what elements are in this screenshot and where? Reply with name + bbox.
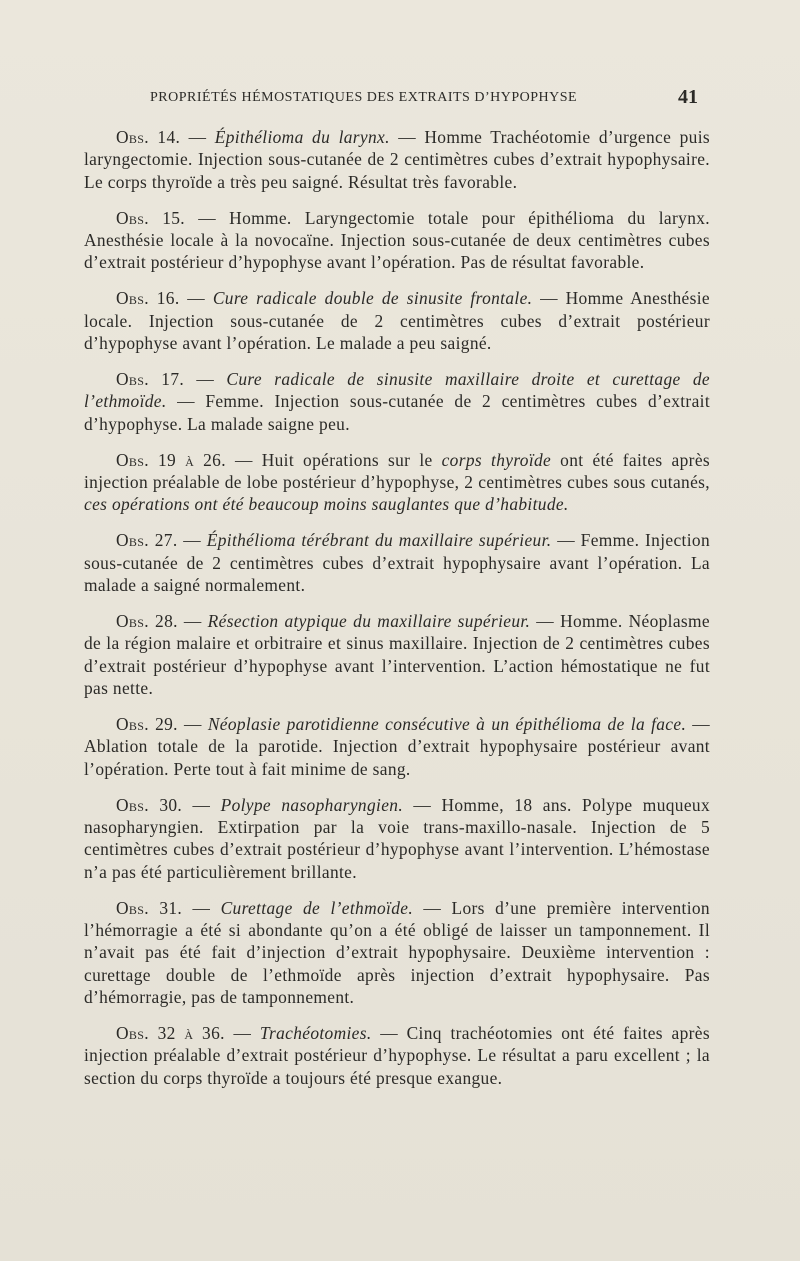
observation-separator: —: [177, 530, 207, 551]
observation-text: — Homme Trachéotomie d’urgence puis laryngectomie. Injection sous-cutanée de 2 centimètres cubes d’extrait hypophysaire. Le corps thyroïde a très peu saigné. Résultat très favorable.: [84, 127, 710, 192]
observation-separator: —: [224, 1023, 260, 1044]
observation-label: Obs. 30.: [116, 794, 183, 815]
observation-label: Obs. 14.: [116, 127, 181, 147]
observation-separator: —: [179, 288, 213, 309]
observation-text: — Ablation totale de la parotide. Injection d’extrait hypophysaire postérieur avant l’opération. Perte tout à fait minime de sang.: [84, 714, 710, 779]
observation-label: Obs. 19 à 26.: [116, 449, 226, 470]
observation-separator: —: [225, 449, 262, 470]
observation-title: Épithélioma du larynx.: [214, 127, 390, 147]
observation-separator: —: [182, 794, 221, 815]
observation-label: Obs. 17.: [116, 369, 185, 390]
observation-text: — Homme, 18 ans. Polype muqueux nasopharyngien. Extirpation par la voie trans-maxillo-nasale. Injection de 5 centimètres cubes d’extrait postérieur d’hypophyse avant l’intervention. L’hémostase n’a pas été particulièrement brillante.: [84, 794, 710, 882]
observation-emphasis: corps thyroïde: [441, 449, 552, 470]
observation-title: Épithélioma térébrant du maxillaire supérieur.: [206, 530, 552, 551]
observation-label: Obs. 31.: [116, 897, 183, 918]
observation-title: Trachéotomies.: [259, 1023, 372, 1044]
observation-title: Néoplasie parotidienne consécutive à un épithélioma de la face.: [207, 714, 687, 735]
observation-text: — Homme Anesthésie locale. Injection sous-cutanée de 2 centimètres cubes d’extrait postérieur d’hypophyse avant l’opération. Le malade a peu saigné.: [84, 288, 710, 353]
observation-title: Curettage de l’ethmoïde.: [220, 897, 414, 918]
page-number: 41: [678, 86, 698, 108]
observation-27: [84, 529, 710, 596]
observation-label: Obs. 16.: [116, 288, 180, 309]
observation-text: — Homme. Néoplasme de la région malaire et orbitraire et sinus maxillaire. Injection de 2 centimètres cubes d’extrait postérieur d’hypophyse avant l’intervention. L’action hémostatique ne fut pas nette.: [84, 611, 710, 699]
observation-title: Cure radicale double de sinusite frontale.: [212, 288, 533, 309]
observation-separator: —: [184, 369, 227, 390]
observation-15: [84, 207, 710, 274]
observation-separator: —: [177, 714, 208, 735]
observation-separator: —: [182, 897, 221, 918]
observation-title: Résection atypique du maxillaire supérieur.: [207, 611, 531, 632]
observation-label: Obs. 15.: [116, 207, 185, 228]
observation-title: Polype nasopharyngien.: [220, 794, 404, 815]
observation-label: Obs. 32 à 36.: [116, 1023, 225, 1044]
observation-29: [84, 713, 710, 780]
observation-32-36: [84, 1022, 710, 1089]
observation-text: — Femme. Injection sous-cutanée de 2 centimètres cubes d’extrait hypophysaire avant l’opération. La malade a saigné normalement.: [84, 530, 710, 596]
observation-16: [84, 287, 710, 354]
observation-conclusion: ces opérations ont été beaucoup moins sauglantes que d’habitude.: [84, 494, 569, 515]
running-title: PROPRIÉTÉS HÉMOSTATIQUES DES EXTRAITS D’HYPOPHYSE: [150, 90, 578, 105]
observation-label: Obs. 29.: [116, 714, 178, 735]
observation-text: — Cinq trachéotomies ont été faites après injection préalable d’extrait postérieur d’hypophyse. Le résultat a paru excellent ; la section du corps thyroïde a toujours été presque exangue.: [84, 1023, 710, 1088]
observation-text: Huit opérations sur le: [261, 449, 442, 470]
observation-19-26: [84, 449, 710, 516]
observation-30: [84, 794, 710, 883]
observation-text: Homme. Laryngectomie totale pour épithélioma du larynx. Anesthésie locale à la novocaïne. Injection sous-cutanée de deux centimètres cubes d’extrait postérieur d’hypophyse avant l’opération. Pas de résultat favorable.: [84, 207, 710, 273]
page-header: [150, 86, 698, 110]
observation-separator: —: [177, 611, 208, 632]
observation-title: Cure radicale de sinusite maxillaire droite et curettage de l’ethmoïde.: [84, 369, 710, 412]
observation-17: [84, 368, 710, 435]
observation-14: [84, 126, 710, 193]
observation-text-continued: ont été faites après injection préalable de lobe postérieur d’hypophyse, 2 centimètres cubes sous cutanés,: [84, 449, 711, 493]
observation-separator: —: [180, 127, 215, 147]
observation-separator: —: [184, 207, 230, 228]
body-text: [84, 126, 710, 1103]
observation-31: [84, 897, 710, 1008]
observation-text: — Femme. Injection sous-cutanée de 2 centimètres cubes d’extrait d’hypophyse. La malade saigne peu.: [84, 391, 710, 434]
observation-label: Obs. 28.: [116, 611, 178, 632]
observation-28: [84, 610, 710, 699]
observation-text: — Lors d’une première intervention l’hémorragie a été si abondante qu’on a été obligé de laisser un tamponnement. Il n’avait pas été fait d’injection d’extrait hypophysaire. Deuxième intervention : curettage double de l’ethmoïde après injection d’extrait hypophysaire. Pas d’hémorragie, pas de tamponnement.: [84, 897, 710, 1007]
observation-label: Obs. 27.: [116, 530, 178, 551]
